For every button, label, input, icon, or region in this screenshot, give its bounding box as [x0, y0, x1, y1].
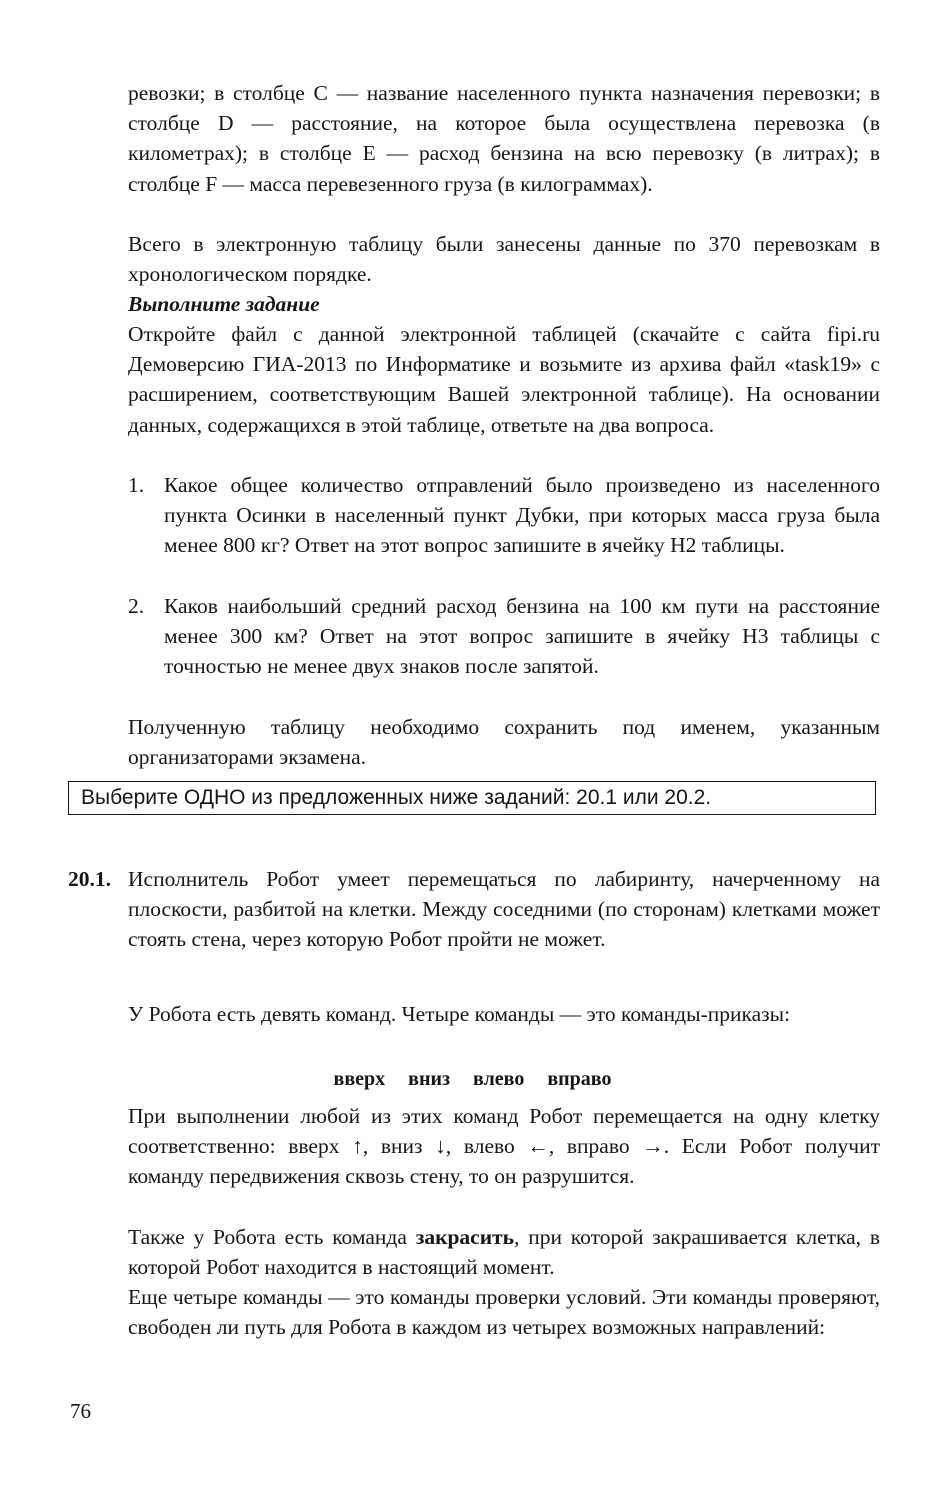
- paint-text-after: , при которой закрашивается клетка, в которой Робот находится в настоящий момент.: [128, 1225, 880, 1280]
- paint-paragraph: [128, 1222, 880, 1282]
- question-item: [128, 470, 880, 561]
- paint-command: закрасить: [415, 1225, 515, 1249]
- task-paragraph: Откройте файл с данной электронной таблицей (скачайте с сайта fipi.ru Демоверсию ГИА-2013 по Информатике и возьмите из архива файл «task19» с расширением, соответствующим Вашей электронной таблице). На основании данных, содержащихся в этой таблице, ответьте на два вопроса.: [128, 322, 880, 437]
- command-list: [0, 1064, 945, 1094]
- question-item: [128, 591, 880, 682]
- task-number: 20.1.: [68, 867, 111, 891]
- page-number: 76: [70, 1399, 91, 1423]
- command-right: вправо: [547, 1068, 612, 1090]
- save-instruction-paragraph: Полученную таблицу необходимо сохранить под именем, указанным организаторами экзамена.: [128, 715, 880, 770]
- paint-text-before: Также у Робота есть команда: [128, 1225, 416, 1249]
- question-number: 1.: [128, 473, 145, 497]
- question-number: 2.: [128, 594, 145, 618]
- command-left: влево: [473, 1068, 525, 1090]
- question-text: Какое общее количество отправлений было произведено из населенного пункта Осинки в населенный пункт Дубки, при которых масса груза была менее 800 кг? Ответ на этот вопрос запишите в ячейку H2 таблицы.: [164, 473, 880, 558]
- total-records-paragraph: Всего в электронную таблицу были занесены данные по 370 перевозкам в хронологическом порядке.: [128, 232, 880, 287]
- movement-paragraph: При выполнении любой из этих команд Робот перемещается на одну клетку соответственно: вверх ↑, вниз ↓, влево ←, вправо →. Если Робот получит команду передвижения сквозь стену, то он разрушится.: [128, 1104, 880, 1189]
- command-up: вверх: [333, 1068, 386, 1090]
- continuation-paragraph: ревозки; в столбце C — название населенного пункта назначения перевозки; в столбце D — расстояние, на которое была осуществлена перевозка (в километрах); в столбце E — расход бензина на всю перевозку (в литрах); в столбце F — масса перевезенного груза (в килограммах).: [128, 81, 880, 196]
- conditions-paragraph: Еще четыре команды — это команды проверки условий. Эти команды проверяют, свободен ли путь для Робота в каждом из четырех возможных направлений:: [128, 1285, 880, 1340]
- robot-intro-paragraph: Исполнитель Робот умеет перемещаться по лабиринту, начерченному на плоскости, разбитой на клетки. Между соседними (по сторонам) клетками может стоять стена, через которую Робот пройти не может.: [128, 867, 880, 952]
- question-text: Каков наибольший средний расход бензина на 100 км пути на расстояние менее 300 км? Ответ на этот вопрос запишите в ячейку H3 таблицы с точностью не менее двух знаков после запятой.: [164, 594, 880, 679]
- task-heading: Выполните задание: [128, 292, 320, 316]
- commands-intro-paragraph: У Робота есть девять команд. Четыре команды — это команды-приказы:: [128, 1002, 791, 1026]
- command-down: вниз: [408, 1068, 451, 1090]
- choice-notice-box: Выберите ОДНО из предложенных ниже заданий: 20.1 или 20.2.: [68, 781, 876, 815]
